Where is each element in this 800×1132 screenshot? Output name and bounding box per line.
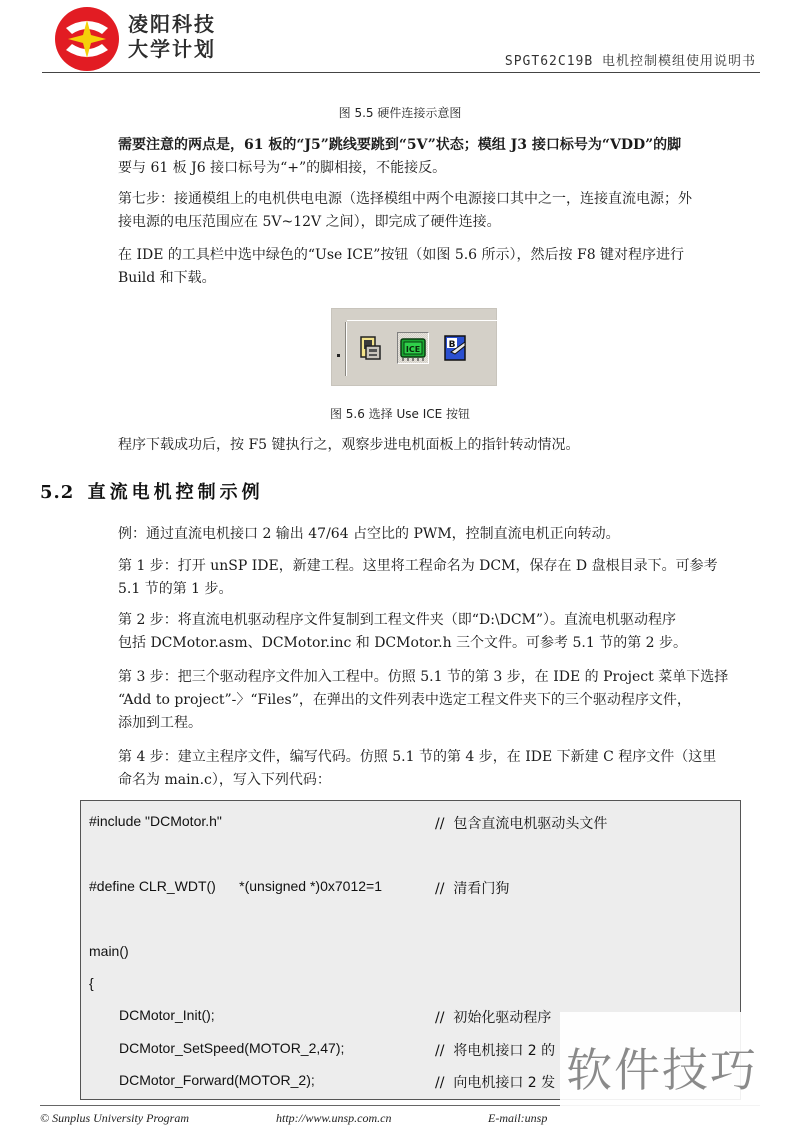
- section-number: 5.2: [40, 482, 75, 503]
- ide-toolbar-figure: [331, 308, 497, 386]
- paragraph-line: 第 2 步：将直流电机驱动程序文件复制到工程文件夹（即“D:\DCM”）。直流电机驱动程序: [118, 612, 677, 628]
- paragraph-step-4: [118, 746, 762, 792]
- paragraph-example: 例：通过直流电机接口 2 输出 47/64 占空比的 PWM，控制直流电机正向转动。: [118, 526, 620, 542]
- figure-5-5-caption: 图 5.5 硬件连接示意图: [338, 106, 462, 120]
- toolbar-separator: [345, 322, 347, 376]
- device-icon: [355, 332, 387, 364]
- toolbar-top-edge: [347, 320, 497, 321]
- paragraph-line: 添加到工程。: [118, 715, 202, 731]
- paragraph-line: 第 1 步：打开 unSP IDE，新建工程。这里将工程命名为 DCM，保存在 D 盘根目录下。可参考: [118, 558, 718, 574]
- ice-icon-label: ICE: [405, 345, 421, 354]
- footer-copyright: © Sunplus University Program: [40, 1111, 189, 1125]
- paragraph-step-1: [118, 555, 762, 601]
- page-header: [0, 0, 800, 80]
- code-text: {: [89, 975, 94, 991]
- paragraph-line: Build 和下载。: [118, 270, 216, 286]
- code-line: [81, 975, 740, 997]
- paragraph-line: 第 3 步：把三个驱动程序文件加入工程中。仿照 5.1 节的第 3 步，在 IDE 的 Project 菜单下选择: [118, 669, 729, 685]
- paragraph-line: 第 4 步：建立主程序文件，编写代码。仿照 5.1 节的第 4 步，在 IDE 下新建 C 程序文件（这里: [118, 749, 717, 765]
- paragraph-notes: [118, 134, 762, 180]
- ice-icon: [398, 333, 428, 363]
- paragraph-line: “Add to project”-〉“Files”，在弹出的文件列表中选定工程文件夹下的三个驱动程序文件，: [118, 692, 691, 708]
- code-text: #include "DCMotor.h": [89, 813, 222, 829]
- use-ice-button[interactable]: [397, 332, 429, 364]
- logo-text-line1: 凌阳科技: [128, 12, 216, 36]
- svg-text:B: B: [448, 340, 456, 350]
- section-title: 直流电机控制示例: [87, 482, 264, 503]
- paragraph-line: 5.1 节的第 1 步。: [118, 581, 233, 597]
- code-text: DCMotor_Init();: [119, 1007, 215, 1023]
- code-text: #define CLR_WDT() *(unsigned *)0x7012=1: [89, 878, 382, 894]
- device-button[interactable]: [355, 332, 387, 364]
- footer-email[interactable]: E-mail:unsp: [488, 1111, 548, 1125]
- build-icon: [439, 332, 471, 364]
- paragraph-line: 在 IDE 的工具栏中选中绿色的“Use ICE”按钮（如图 5.6 所示），然后按 F8 键对程序进行: [118, 247, 685, 263]
- code-comment: // 清看门狗: [435, 881, 510, 897]
- paragraph-use-ice: [118, 244, 762, 290]
- paragraph-step-2: [118, 609, 762, 655]
- paragraph-line: 需要注意的两点是，61 板的“J5”跳线要跳到“5V”状态；模组 J3 接口标号为“VDD”的脚: [118, 137, 682, 153]
- build-button[interactable]: [439, 332, 471, 364]
- code-comment: // 初始化驱动程序: [435, 1010, 552, 1026]
- code-comment: // 向电机接口 2 发: [435, 1075, 556, 1091]
- figure-5-6-caption: 图 5.6 选择 Use ICE 按钮: [329, 407, 471, 421]
- paragraph-download: 程序下载成功后，按 F5 键执行之，观察步进电机面板上的指针转动情况。: [118, 437, 580, 453]
- sunplus-logo-icon: [54, 6, 120, 72]
- paragraph-line: 接电源的电压范围应在 5V~12V 之间），即完成了硬件连接。: [118, 214, 501, 230]
- logo-text-line2: 大学计划: [128, 37, 216, 61]
- paragraph-line: 第七步：接通模组上的电机供电电源（选择模组中两个电源接口其中之一，连接直流电源；外: [118, 191, 692, 207]
- code-comment: // 将电机接口 2 的: [435, 1043, 556, 1059]
- header-divider: [42, 72, 760, 73]
- code-comment: // 包含直流电机驱动头文件: [435, 816, 608, 832]
- paragraph-step-3: [118, 666, 762, 735]
- paragraph-line: 命名为 main.c），写入下列代码：: [118, 772, 331, 788]
- code-line: [81, 813, 740, 835]
- paragraph-line: 要与 61 板 J6 接口标号为“+”的脚相接，不能接反。: [118, 160, 447, 176]
- code-text: DCMotor_SetSpeed(MOTOR_2,47);: [119, 1040, 345, 1056]
- code-text: DCMotor_Forward(MOTOR_2);: [119, 1072, 315, 1088]
- code-line: [81, 878, 740, 900]
- toolbar-dot: [337, 354, 340, 357]
- paragraph-step-seven: [118, 188, 762, 234]
- code-line: [81, 943, 740, 965]
- logo-text: [128, 12, 216, 62]
- document-title: SPGT62C19B 电机控制模组使用说明书: [504, 54, 756, 69]
- code-text: main(): [89, 943, 129, 959]
- section-heading: [40, 478, 264, 504]
- footer-website-link[interactable]: http://www.unsp.com.cn: [276, 1111, 392, 1125]
- paragraph-line: 包括 DCMotor.asm、DCMotor.inc 和 DCMotor.h 三个文件。可参考 5.1 节的第 2 步。: [118, 635, 688, 651]
- watermark-text: 软件技巧: [566, 1043, 758, 1097]
